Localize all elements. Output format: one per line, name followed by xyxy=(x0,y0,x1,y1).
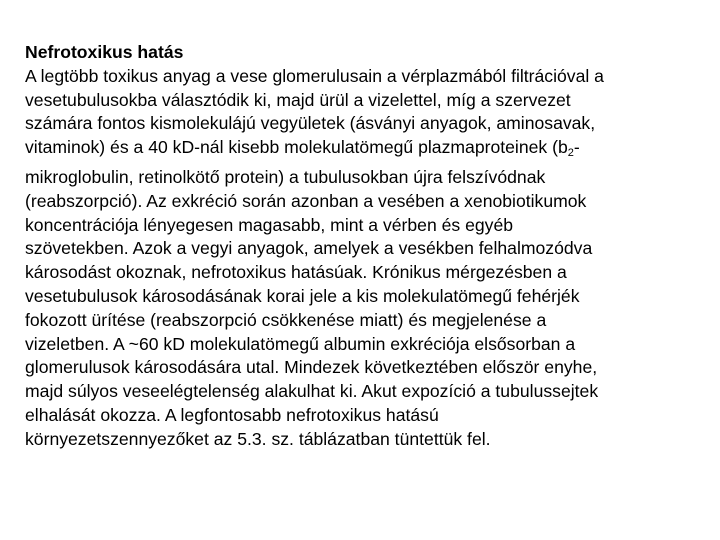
paragraph-line-9: károsodást okoznak, nefrotoxikus hatásúak. Krónikus mérgezésben a xyxy=(25,262,567,283)
paragraph-line-6: (reabszorpció). Az exkréció során azonban a vesében a xenobiotikumok xyxy=(25,190,587,211)
paragraph-line-13: glomerulusok károsodására utal. Mindezek következtében először enyhe, xyxy=(25,357,598,378)
paragraph-line-1: A legtöbb toxikus anyag a vese glomerulusain a vérplazmából filtrációval a xyxy=(25,65,604,86)
paragraph-line-4 xyxy=(25,136,697,166)
paragraph-line-11: fokozott ürítése (reabszorpció csökkenése miatt) és megjelenése a xyxy=(25,309,547,330)
paragraph-line-10: vesetubulusok károsodásának korai jele a kis molekulatömegű fehérjék xyxy=(25,285,580,306)
paragraph-line-8: szövetekben. Azok a vegyi anyagok, amelyek a vesékben felhalmozódva xyxy=(25,238,593,259)
paragraph-line-16: környezetszennyezőket az 5.3. sz. táblázatban tüntettük fel. xyxy=(25,428,491,449)
paragraph-line-2: vesetubulusokba választódik ki, majd ürül a vizelettel, míg a szervezet xyxy=(25,89,571,110)
paragraph-line-4-hyphen: - xyxy=(573,137,580,158)
subscript-2: 2 xyxy=(567,147,574,160)
paragraph-line-4-text: vitaminok) és a 40 kD-nál kisebb molekulatömegű plazmaproteinek (b xyxy=(25,137,568,158)
paragraph-line-7: koncentrációja lényegesen magasabb, mint a vérben és egyéb xyxy=(25,214,514,235)
paragraph-line-3: számára fontos kismolekulájú vegyületek (ásványi anyagok, aminosavak, xyxy=(25,113,596,134)
document-text xyxy=(25,41,697,452)
paragraph-line-12: vizeletben. A ~60 kD molekulatömegű albumin exkréciója elsősorban a xyxy=(25,333,576,354)
paragraph-line-15: elhalását okozza. A legfontosabb nefrotoxikus hatású xyxy=(25,404,439,425)
paragraph-line-5: mikroglobulin, retinolkötő protein) a tubulusokban újra felszívódnak xyxy=(25,166,546,187)
paragraph-line-14: majd súlyos veseelégtelenség alakulhat ki. Akut expozíció a tubulussejtek xyxy=(25,381,599,402)
document-title: Nefrotoxikus hatás xyxy=(25,42,184,62)
